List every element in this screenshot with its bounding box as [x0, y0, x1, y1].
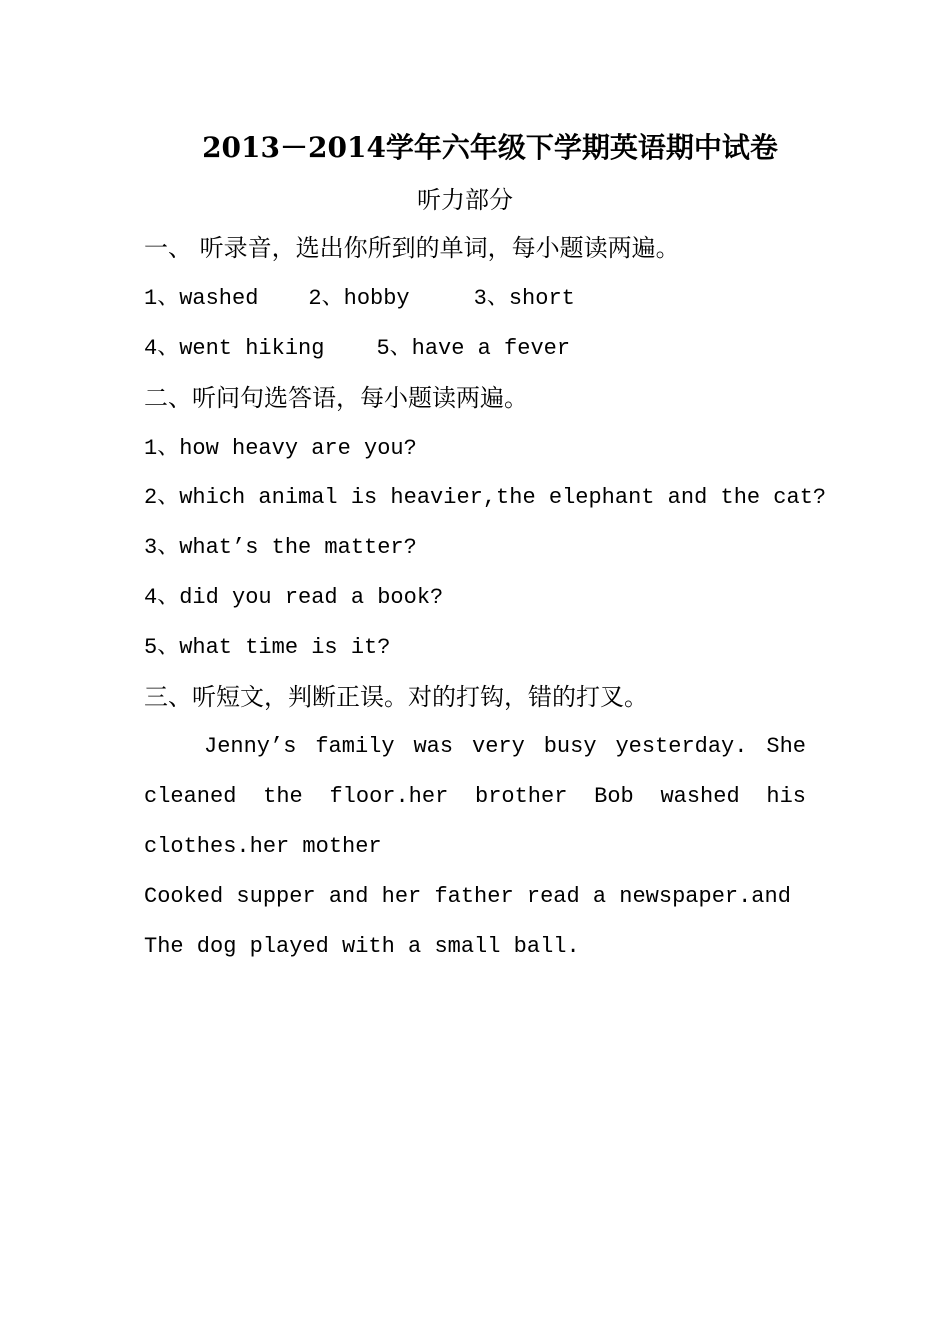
- list-item: 4、went hiking: [144, 336, 325, 361]
- list-item: 2、which animal is heavier,the elephant and the cat?: [144, 485, 827, 510]
- list-item: 3、short: [473, 286, 575, 311]
- passage-line: The dog played with a small ball.: [144, 934, 580, 959]
- passage-line: clothes.her mother: [144, 834, 382, 859]
- section1-heading: 一、 听录音，选出你所到的单词，每小题读两遍。: [144, 234, 680, 262]
- section3-heading: 三、听短文，判断正误。对的打钩，错的打叉。: [144, 683, 648, 711]
- list-item: 5、have a fever: [376, 336, 571, 361]
- list-item: 2、hobby: [308, 286, 410, 311]
- list-item: 5、what time is it?: [144, 635, 391, 660]
- passage-line: cleaned the floor.her brother Bob washed his: [144, 784, 806, 809]
- passage-line: Jenny’s family was very busy yesterday. She: [204, 734, 806, 759]
- passage-line: Cooked supper and her father read a newspaper.and: [144, 884, 791, 909]
- page-title: 2013－2014学年六年级下学期英语期中试卷: [202, 131, 778, 164]
- section1-row2: [144, 334, 570, 364]
- list-item: 4、did you read a book?: [144, 585, 444, 610]
- page-subtitle: 听力部分: [417, 186, 513, 214]
- section1-row1: [144, 284, 575, 314]
- section2-heading: 二、听问句选答语，每小题读两遍。: [144, 384, 528, 412]
- list-item: 1、how heavy are you?: [144, 436, 417, 461]
- list-item: 1、washed: [144, 286, 259, 311]
- list-item: 3、what’s the matter?: [144, 535, 417, 560]
